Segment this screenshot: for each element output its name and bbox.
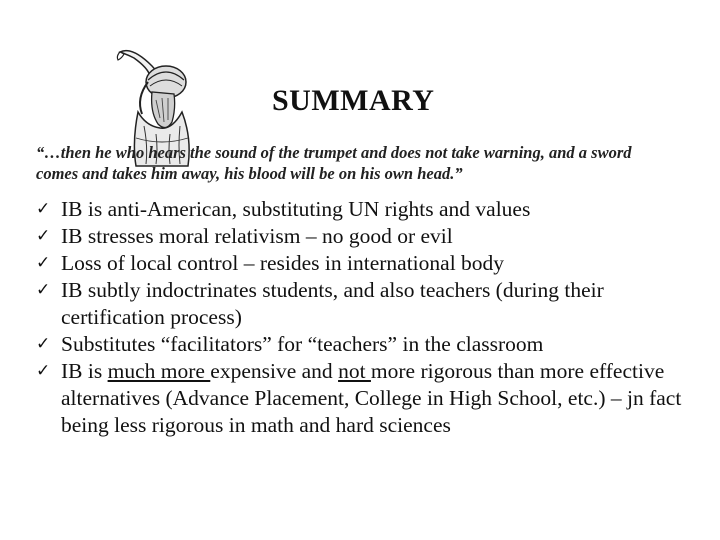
underlined-text: not [338, 359, 371, 383]
list-item-text: Substitutes “facilitators” for “teachers” in the classroom [61, 332, 544, 356]
checkmark-icon: ✓ [36, 253, 51, 273]
quote-text: “…then he who hears the sound of the trumpet and does not take warning, and a sword comes and takes him away, his blood will be on his own head.” [36, 143, 632, 183]
checkmark-icon: ✓ [36, 280, 51, 300]
list-item [36, 277, 696, 331]
bullet-list [36, 196, 696, 439]
list-item-text: IB is anti-American, substituting UN rights and values [61, 197, 531, 221]
list-item-text: IB stresses moral relativism – no good or evil [61, 224, 453, 248]
list-item [36, 196, 696, 223]
list-item [36, 223, 696, 250]
text-segment: IB is [61, 359, 108, 383]
text-segment: expensive and [210, 359, 339, 383]
checkmark-icon: ✓ [36, 361, 51, 381]
checkmark-icon: ✓ [36, 199, 51, 219]
text-segment: more rigorous than more effective alternatives (Advance Placement, College in High School, etc.) – jn fact being less rigorous in math and hard sciences [61, 359, 682, 437]
list-item [36, 358, 696, 439]
slide-title: SUMMARY [272, 84, 435, 117]
checkmark-icon: ✓ [36, 226, 51, 246]
list-item [36, 250, 696, 277]
list-item-text: IB subtly indoctrinates students, and also teachers (during their certification process) [61, 278, 604, 329]
underlined-text: much more [107, 359, 211, 383]
checkmark-icon: ✓ [36, 334, 51, 354]
list-item-text: Loss of local control – resides in international body [61, 251, 505, 275]
list-item [36, 331, 696, 358]
list-item-text [61, 359, 681, 437]
